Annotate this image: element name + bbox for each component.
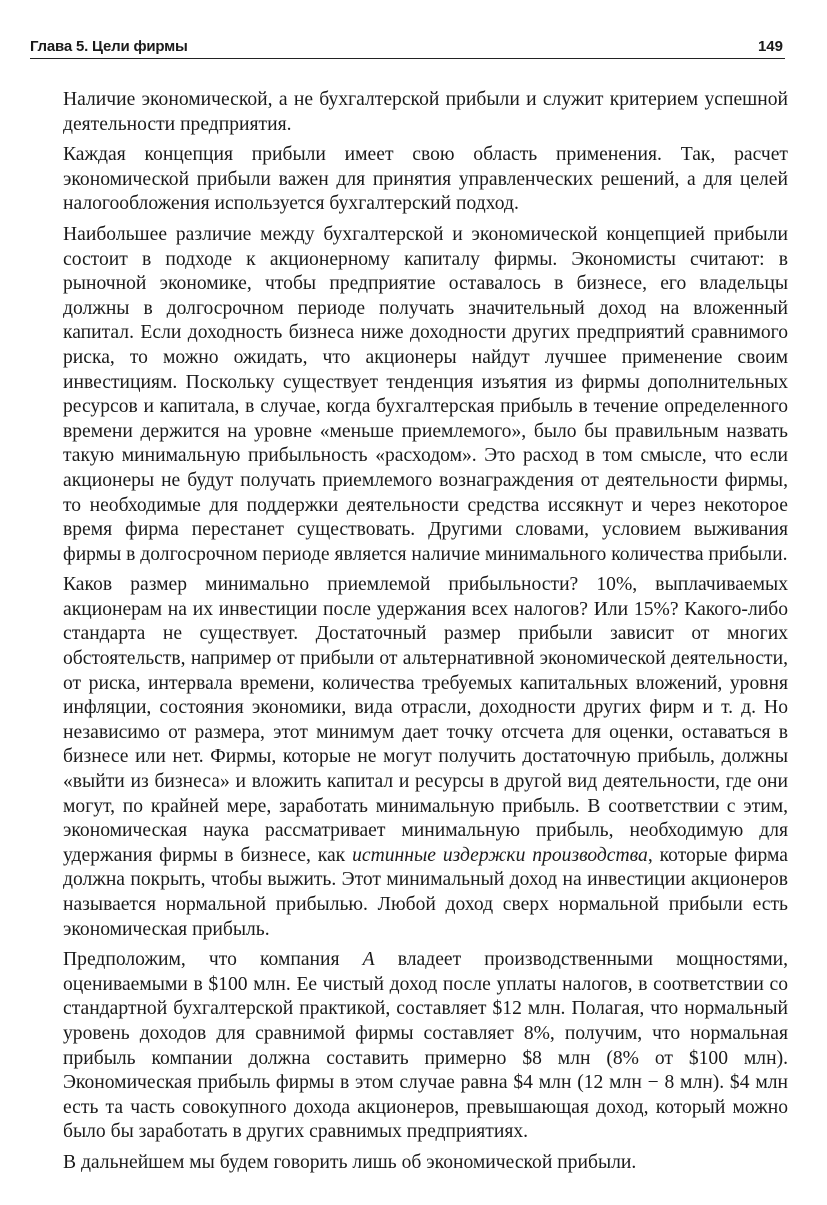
paragraph-5: В дальнейшем мы будем говорить лишь об экономической прибыли. (63, 1151, 637, 1173)
example-block (63, 948, 788, 1145)
paragraph-4-term: истинные издержки производства (352, 844, 648, 866)
paragraph-4 (63, 573, 788, 942)
paragraph-2: Каждая концепция прибыли имеет свою область применения. Так, расчет экономической прибыли важен для принятия управленческих решений, а для целей налогообложения используется бухгалтерский подход. (63, 144, 788, 215)
page-body (63, 88, 788, 1182)
example-company-name: А (362, 949, 375, 971)
page-number: 149 (757, 38, 783, 55)
example-text-b: владеет производственными мощностями, оцениваемыми в $100 млн. Ее чистый доход после уплаты налогов, в соответствии со стандартной бухгалтерской практикой, составляет $12 млн. Полагая, что нормальный уровень доходов для сравнимой фирмы составляет 8%, получим, что нормальная прибыль компании должна составить примерно $8 млн (8% от $100 млн). Экономическая прибыль фирмы в этом случае равна $4 млн (12 млн − 8 млн). $4 млн есть та часть совокупного дохода акционеров, превышающая доход, который можно было бы заработать в других сравнимых предприятиях. (63, 949, 788, 1143)
paragraph-3: Наибольшее различие между бухгалтерской и экономической концепцией прибыли состоит в подходе к акционерному капиталу фирмы. Экономисты считают: в рыночной экономике, чтобы предприятие оставалось в бизнесе, его владельцы должны в долгосрочном периоде получать значительный доход на вложенный капитал. Если доходность бизнеса ниже доходности других предприятий сравнимого риска, то можно ожидать, что акционеры найдут лучшее применение своим инвестициям. Поскольку существует тенденция изъятия из фирмы дополнительных ресурсов и капитала, в случае, когда бухгалтерская прибыль в течение определенного времени держится на уровне «меньше приемлемого», было бы правильным назвать такую минимальную прибыльность «расходом». Это расход в том смысле, что если акционеры не будут получать приемлемого вознаграждения от деятельности фирмы, то необходимые для поддержки деятельности средства иссякнут и через некоторое время фирма перестанет существовать. Другими словами, условием выживания фирмы в долгосрочном периоде является наличие минимального количества прибыли. (63, 223, 788, 565)
example-text-a: Предположим, что компания (63, 949, 363, 971)
paragraph-4-text-b: , которые фирма должна покрыть, чтобы выжить. Этот минимальный доход на инвестиции акционеров называется нормальной прибылью. Любой доход сверх нормальной прибыли есть экономическая прибыль. (63, 844, 788, 940)
chapter-title: Глава 5. Цели фирмы (30, 38, 188, 55)
paragraph-1: Наличие экономической, а не бухгалтерской прибыли и служит критерием успешной деятельности предприятия. (63, 89, 788, 135)
paragraph-4-text-a: Каков размер минимально приемлемой прибыльности? 10%, выплачиваемых акционерам на их инвестиции после удержания всех налогов? Или 15%? Какого-либо стандарта не существует. Достаточный размер прибыли зависит от многих обстоятельств, например от прибыли от альтернативной экономической деятельности, от риска, интервала времени, количества требуемых капитальных вложений, уровня инфляции, состояния экономики, вида отрасли, доходности других фирм и т. д. Но независимо от размера, этот минимум дает точку отсчета для оценки, оставаться в бизнесе или нет. Фирмы, которые не могут получить достаточную прибыль, должны «выйти из бизнеса» и вложить капитал и ресурсы в другой вид деятельности, где они могут, по крайней мере, заработать минимальную прибыль. В соответствии с этим, экономическая наука рассматривает минимальную прибыль, необходимую для удержания фирмы в бизнесе, как (63, 574, 788, 866)
page-header (30, 34, 785, 59)
